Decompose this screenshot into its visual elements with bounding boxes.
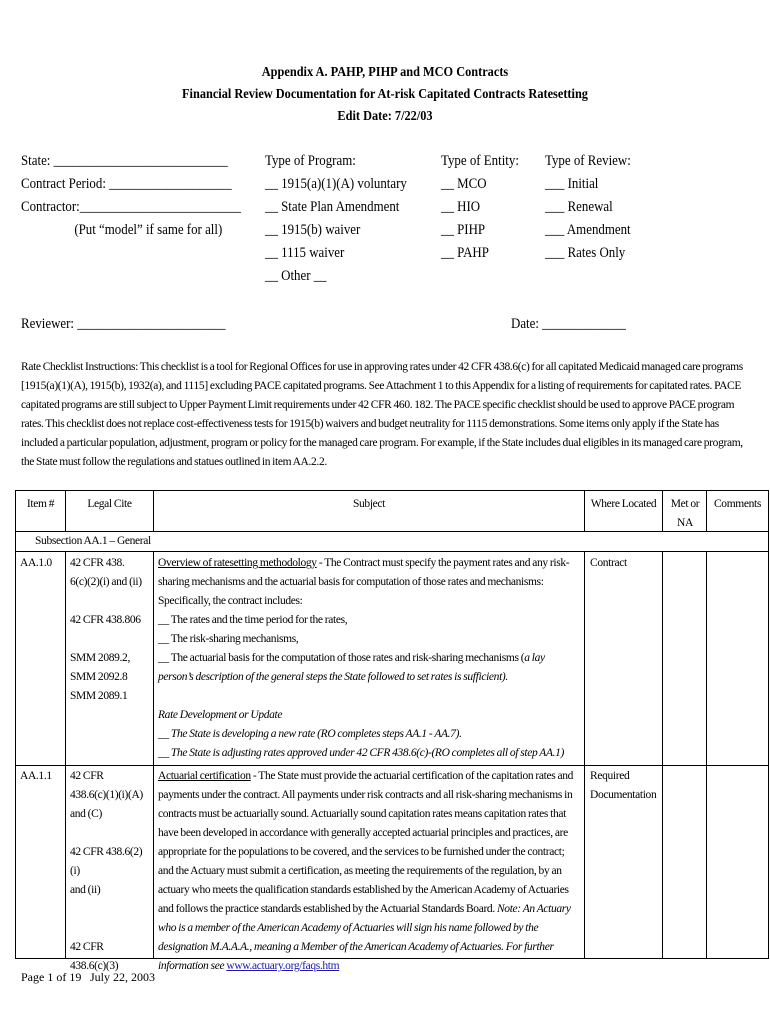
row-item-id: AA.1.1 bbox=[20, 770, 52, 782]
form-column-entity bbox=[441, 150, 532, 265]
program-option[interactable]: __ 1915(a)(1)(A) voluntary bbox=[265, 176, 407, 192]
form-column-review bbox=[545, 150, 645, 265]
footer-date: July 22, 2003 bbox=[90, 970, 156, 984]
reviewer-field[interactable]: Reviewer: _______________________ bbox=[21, 316, 226, 332]
program-option[interactable]: __ 1115 waiver bbox=[265, 245, 345, 261]
header-legal-cite: Legal Cite bbox=[87, 498, 132, 510]
header-met-or-na: Met or NA bbox=[670, 498, 700, 529]
program-option[interactable]: __ Other __ bbox=[265, 268, 327, 284]
contractor-field[interactable]: Contractor:_________________________ bbox=[21, 199, 242, 215]
table-rule bbox=[65, 551, 66, 959]
entity-option[interactable]: __ PAHP bbox=[441, 245, 489, 261]
contract-period-field[interactable]: Contract Period: ___________________ bbox=[21, 176, 232, 192]
review-option[interactable]: ___ Renewal bbox=[545, 199, 613, 215]
table-rule bbox=[15, 551, 768, 552]
form-column-contract bbox=[21, 150, 277, 242]
row-where-located: Required Documentation bbox=[590, 770, 657, 801]
row-where-located: Contract bbox=[590, 557, 627, 569]
header-subject: Subject bbox=[352, 498, 386, 510]
table-rule bbox=[662, 490, 663, 531]
header-item: Item # bbox=[26, 498, 55, 510]
review-option[interactable]: ___ Initial bbox=[545, 176, 599, 192]
row-subject: Actuarial certification - The State must provide the actuarial certification of the capitation rates and payments under the contract. All payments under risk contracts and all risk-sharing mechanisms in contracts must be actuarially sound. Actuarially sound capitation rates means capitation rates that have been developed in accordance with generally accepted actuarial principles and practices, are appropriate for the populations to be covered, and the services to be furnished under the contract; and the Actuary must submit a certification, as meeting the requirements of the regulation, by an actuary who meets the qualification standards established by the American Academy of Actuaries and follows the practice standards established by the Actuarial Standards Board. Note: An Actuary who is a member of the American Academy of Actuaries will sign his name followed by the designation M.A.A.A., meaning a Member of the American Academy of Actuaries. For further information see www.actuary.org/faqs.htm bbox=[158, 770, 574, 972]
entity-option[interactable]: __ MCO bbox=[441, 176, 487, 192]
review-option[interactable]: ___ Amendment bbox=[545, 222, 631, 238]
page-number: Page 1 of 19 bbox=[21, 970, 82, 984]
program-option[interactable]: __ State Plan Amendment bbox=[265, 199, 400, 215]
entity-heading: Type of Entity: bbox=[441, 153, 519, 169]
table-rule bbox=[153, 551, 154, 959]
table-rule bbox=[768, 490, 769, 959]
table-rule bbox=[584, 551, 585, 959]
program-option[interactable]: __ 1915(b) waiver bbox=[265, 222, 361, 238]
entity-option[interactable]: __ HIO bbox=[441, 199, 481, 215]
title-line-1: Appendix A. PAHP, PIHP and MCO Contracts bbox=[261, 65, 509, 80]
date-field[interactable]: Date: _____________ bbox=[511, 316, 627, 332]
table-rule bbox=[662, 551, 663, 959]
table-rule bbox=[15, 490, 16, 959]
review-heading: Type of Review: bbox=[545, 153, 631, 169]
row-item-id: AA.1.0 bbox=[20, 557, 52, 569]
entity-option[interactable]: __ PIHP bbox=[441, 222, 486, 238]
row-subject: Overview of ratesetting methodology - The Contract must specify the payment rates and any risk-sharing mechanisms and the actuarial basis for computation of those rates and mechanisms: Specifically, the contract includes: __ The rates and the time period for the rates, __ The risk-sharing mechanisms, __ The actuarial basis for the computation of those rates and risk-sharing mechanisms (a lay person’s description of the general steps the State followed to set rates is sufficient). Rate Development or Update __ The State is developing a new rate (RO completes steps AA.1 - AA.7). __ The State is adjusting rates approved under 42 CFR 438.6(c)-(RO completes all of step AA.1) bbox=[158, 557, 570, 759]
header-comments: Comments bbox=[713, 498, 762, 510]
row-legal-cite: 42 CFR 438.6(c)(1)(i)(A) and (C) 42 CFR 438.6(2)(i) and (ii) 42 CFR 438.6(c)(3) bbox=[70, 770, 143, 972]
edit-date: Edit Date: 7/22/03 bbox=[337, 109, 433, 124]
table-rule bbox=[706, 551, 707, 959]
review-option[interactable]: ___ Rates Only bbox=[545, 245, 626, 261]
subsection-title: Subsection AA.1 – General bbox=[35, 535, 151, 547]
header-where-located: Where Located bbox=[590, 498, 657, 510]
row-legal-cite: 42 CFR 438. 6(c)(2)(i) and (ii) 42 CFR 438.806 SMM 2089.2, SMM 2092.8 SMM 2089.1 bbox=[70, 557, 142, 702]
contractor-note: (Put “model” if same for all) bbox=[74, 222, 223, 238]
table-rule bbox=[15, 490, 768, 491]
title-line-2: Financial Review Documentation for At-risk Capitated Contracts Ratesetting bbox=[182, 87, 588, 102]
faq-link[interactable]: www.actuary.org/faqs.htm bbox=[226, 960, 340, 972]
table-rule bbox=[15, 765, 768, 766]
program-heading: Type of Program: bbox=[265, 153, 356, 169]
form-column-program bbox=[265, 150, 430, 288]
instructions-paragraph: Rate Checklist Instructions: This checklist is a tool for Regional Offices for use in approving rates under 42 CFR 438.6(c) for all capitated Medicaid managed care programs [1915(a)(1)(A), 1915(b), 1932(a), and 1115] excluding PACE capitated programs. See Attachment 1 to this Appendix for a listing of requirements for capitated rates. PACE capitated programs are still subject to Upper Payment Limit requirements under 42 CFR 460. 182. The PACE specific checklist should be used to approve PACE program rates. This checklist does not replace cost-effectiveness tests for 1915(b) waivers and budget neutrality for 1115 demonstrations. Some items only apply if the State has included a particular population, adjustment, program or policy for the managed care program. For example, if the State includes dual eligibles in its managed care program, the State must follow the regulations and statues outlined in item AA.2.2. bbox=[21, 361, 743, 468]
state-field[interactable]: State: ___________________________ bbox=[21, 153, 228, 169]
